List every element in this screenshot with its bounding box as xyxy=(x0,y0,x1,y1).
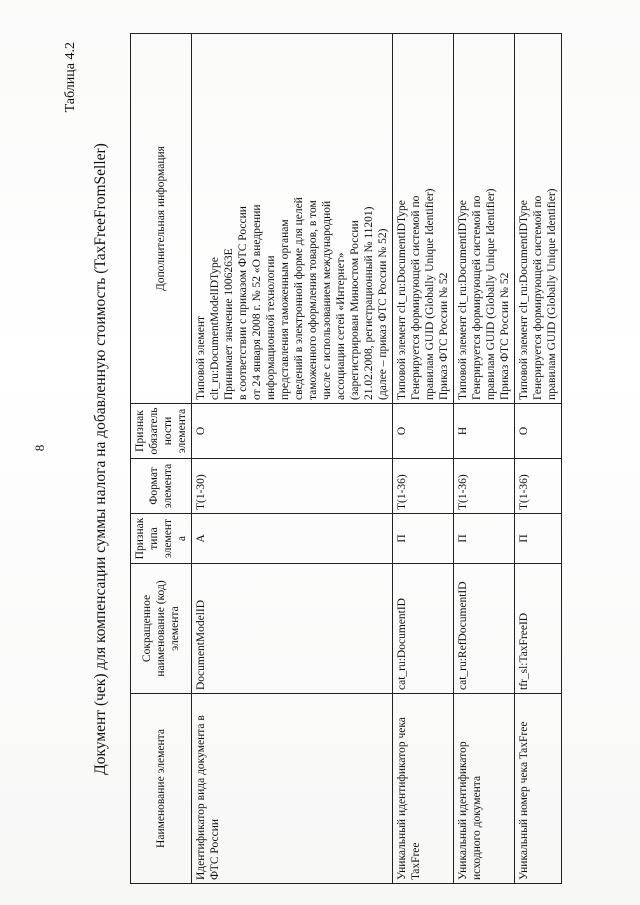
cell-type: П xyxy=(393,514,454,564)
info-line: представления таможенным органам xyxy=(279,219,292,400)
header-info: Дополнительная информация xyxy=(131,34,192,404)
cell-info xyxy=(192,34,393,404)
cell-format: T(1-30) xyxy=(192,459,393,514)
cell-type: П xyxy=(454,514,515,564)
cell-format: T(1-36) xyxy=(515,459,562,514)
spec-table xyxy=(130,33,562,884)
page-number: 8 xyxy=(32,444,47,452)
cell-name: Уникальный идентификатор чека TaxFree xyxy=(393,694,454,884)
info-line: Типовой элемент xyxy=(195,315,208,400)
table-header-row xyxy=(131,34,192,884)
cell-code: cat_ru:DocumentID xyxy=(393,564,454,694)
cell-info xyxy=(454,34,515,404)
info-line: clt_ru:DocumentModelIDType xyxy=(209,257,222,400)
info-line: Типовой элемент clt_ru:DocumentIDType xyxy=(396,200,409,400)
info-line: (зарегистрирован Минюстом России xyxy=(349,220,362,400)
info-line: числе с использованием международной xyxy=(321,200,334,400)
document-title: Документ (чек) для компенсации суммы налога на добавленную стоимость (TaxFreeFromSeller) xyxy=(92,143,109,775)
info-line: Принимает значение 1006263E xyxy=(223,248,236,400)
info-line: Типовой элемент clt_ru:DocumentIDType xyxy=(457,200,470,400)
table-row xyxy=(454,34,515,884)
info-line: Приказ ФТС России № 52 xyxy=(499,272,512,400)
cell-info xyxy=(515,34,562,404)
table-row xyxy=(192,34,393,884)
info-line: в соответствии с приказом ФТС России xyxy=(237,206,250,400)
info-line: правилам GUID (Globally Unique Identifier) xyxy=(485,188,498,400)
cell-name: Уникальный идентификатор исходного документа xyxy=(454,694,515,884)
cell-mandatory: О xyxy=(192,404,393,459)
header-code: Сокращенное наименование (код) элемента xyxy=(131,564,192,694)
info-line: Генерируется формирующей системой по xyxy=(532,195,545,400)
info-line: Приказ ФТС России № 52 xyxy=(438,272,451,400)
info-line: ассоциации сетей «Интернет» xyxy=(335,252,348,400)
header-type: Признак типа элемента xyxy=(131,514,192,564)
cell-format: T(1-36) xyxy=(393,459,454,514)
header-mandatory: Признак обязательности элемента xyxy=(131,404,192,459)
cell-code: tfr_sl:TaxFreeID xyxy=(515,564,562,694)
table-label: Таблица 4.2 xyxy=(63,42,78,113)
cell-code: DocumentModelID xyxy=(192,564,393,694)
info-line: Типовой элемент clt_ru:DocumentIDType xyxy=(518,200,531,400)
cell-type: А xyxy=(192,514,393,564)
info-line: от 24 января 2008 г. № 52 «О внедрении xyxy=(251,204,264,400)
cell-name: Идентификатор вида документа в ФТС России xyxy=(192,694,393,884)
table-row xyxy=(515,34,562,884)
info-line: сведений в электронной форме для целей xyxy=(293,197,306,400)
info-line: таможенного оформления товаров, в том xyxy=(307,200,320,400)
info-line: (далее – приказ ФТС России № 52) xyxy=(377,228,390,400)
cell-mandatory: Н xyxy=(454,404,515,459)
cell-info xyxy=(393,34,454,404)
header-name: Наименование элемента xyxy=(131,694,192,884)
info-line: Генерируется формирующей системой по xyxy=(471,195,484,400)
info-line: 21.02.2008, регистрационный № 11201) xyxy=(363,206,376,400)
info-line: правилам GUID (Globally Unique Identifier) xyxy=(546,188,559,400)
cell-code: cat_ru:RefDocumentID xyxy=(454,564,515,694)
info-line: информационной технологии xyxy=(265,255,278,400)
rotated-content xyxy=(62,34,562,884)
cell-type: П xyxy=(515,514,562,564)
table-row xyxy=(393,34,454,884)
cell-mandatory: О xyxy=(393,404,454,459)
cell-format: T(1-36) xyxy=(454,459,515,514)
header-format: Формат элемента xyxy=(131,459,192,514)
cell-name: Уникальный номер чека TaxFree xyxy=(515,694,562,884)
info-line: правилам GUID (Globally Unique Identifier) xyxy=(424,188,437,400)
info-line: Генерируется формирующей системой по xyxy=(410,195,423,400)
cell-mandatory: О xyxy=(515,404,562,459)
